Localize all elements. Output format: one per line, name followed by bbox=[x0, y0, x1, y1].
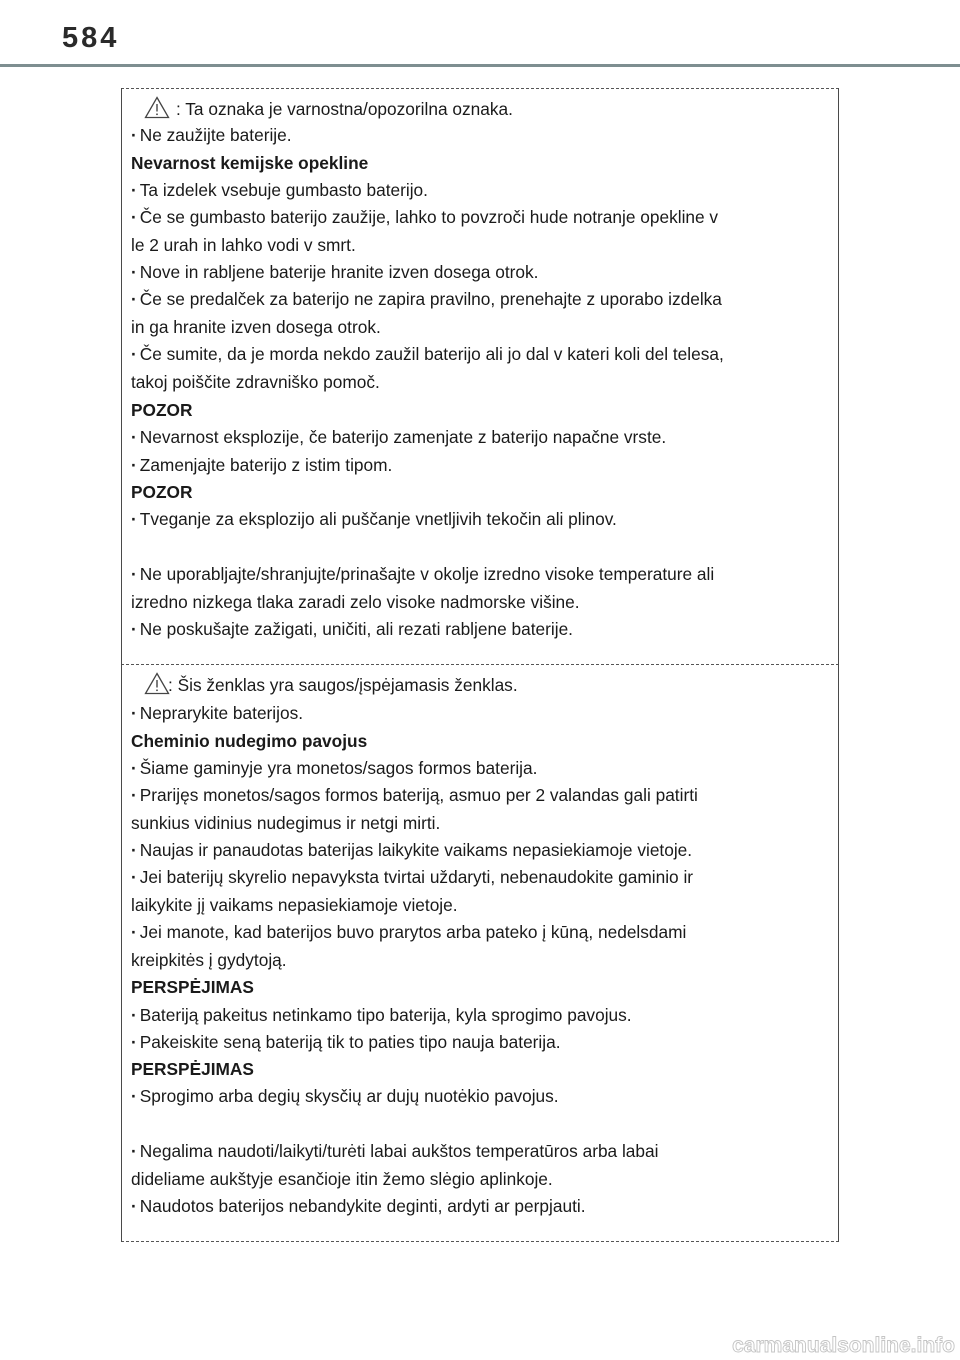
list-item: · Naudotos baterijos nebandykite deginti, ardyti ar perpjauti. bbox=[131, 1195, 586, 1217]
warning-box-lithuanian bbox=[121, 665, 839, 1242]
list-item: · Če se predalček za baterijo ne zapira pravilno, prenehajte z uporabo izdelka bbox=[131, 288, 722, 310]
warning-box-slovenian bbox=[121, 88, 839, 665]
caution-heading: PERSPĖJIMAS bbox=[131, 1059, 254, 1079]
list-item: · Naujas ir panaudotas baterijas laikykite vaikams nepasiekiamoje vietoje. bbox=[131, 839, 692, 861]
list-item-continuation: sunkius vidinius nudegimus ir netgi mirti. bbox=[131, 813, 441, 833]
list-item: · Bateriją pakeitus netinkamo tipo baterija, kyla sprogimo pavojus. bbox=[131, 1004, 632, 1026]
list-item-continuation: izredno nizkega tlaka zaradi zelo visoke nadmorske višine. bbox=[131, 592, 580, 612]
hazard-heading: Cheminio nudegimo pavojus bbox=[131, 731, 368, 751]
warning-triangle-icon bbox=[144, 96, 170, 119]
list-item: · Prarijęs monetos/sagos formos bateriją, asmuo per 2 valandas gali patirti bbox=[131, 784, 698, 806]
warning-sign-description: : Šis ženklas yra saugos/įspėjamasis ženklas. bbox=[168, 675, 518, 695]
list-item: · Če sumite, da je morda nekdo zaužil baterijo ali jo dal v kateri koli del telesa, bbox=[131, 343, 724, 365]
warning-triangle-icon bbox=[144, 672, 170, 695]
warning-sign-description: : Ta oznaka je varnostna/opozorilna oznaka. bbox=[176, 99, 513, 119]
list-item: · Ta izdelek vsebuje gumbasto baterijo. bbox=[131, 179, 428, 201]
list-item: · Ne uporabljajte/shranjujte/prinašajte v okolje izredno visoke temperature ali bbox=[131, 563, 714, 585]
list-item: · Nove in rabljene baterije hranite izven dosega otrok. bbox=[131, 261, 538, 283]
caution-heading: POZOR bbox=[131, 400, 193, 420]
list-item: · Če se gumbasto baterijo zaužije, lahko to povzroči hude notranje opekline v bbox=[131, 206, 718, 228]
list-item: · Jei manote, kad baterijos buvo prarytos arba pateko į kūną, nedelsdami bbox=[131, 921, 686, 943]
caution-heading: PERSPĖJIMAS bbox=[131, 977, 254, 997]
watermark bbox=[700, 1334, 958, 1358]
header-rule bbox=[0, 64, 960, 67]
list-item-continuation: le 2 urah in lahko vodi v smrt. bbox=[131, 235, 356, 255]
caution-heading: POZOR bbox=[131, 482, 193, 502]
list-item: · Nevarnost eksplozije, če baterijo zamenjate z baterijo napačne vrste. bbox=[131, 426, 666, 448]
list-item-continuation: laikykite jį vaikams nepasiekiamoje vietoje. bbox=[131, 895, 458, 915]
list-item-continuation: kreipkitės į gydytoją. bbox=[131, 950, 287, 970]
page-number: 584 bbox=[62, 22, 120, 54]
list-item: · Ne zaužijte baterije. bbox=[131, 124, 292, 146]
list-item-continuation: takoj poiščite zdravniško pomoč. bbox=[131, 372, 380, 392]
list-item: · Pakeiskite seną bateriją tik to paties tipo nauja baterija. bbox=[131, 1031, 561, 1053]
list-item: · Negalima naudoti/laikyti/turėti labai aukštos temperatūros arba labai bbox=[131, 1140, 658, 1162]
list-item-continuation: dideliame aukštyje esančioje itin žemo slėgio aplinkoje. bbox=[131, 1169, 553, 1189]
list-item: · Sprogimo arba degių skysčių ar dujų nuotėkio pavojus. bbox=[131, 1085, 559, 1107]
list-item: · Tveganje za eksplozijo ali puščanje vnetljivih tekočin ali plinov. bbox=[131, 508, 617, 530]
list-item: · Zamenjajte baterijo z istim tipom. bbox=[131, 454, 392, 476]
list-item: · Neprarykite baterijos. bbox=[131, 702, 303, 724]
list-item: · Ne poskušajte zažigati, uničiti, ali rezati rabljene baterije. bbox=[131, 618, 573, 640]
list-item-continuation: in ga hranite izven dosega otrok. bbox=[131, 317, 381, 337]
watermark-text: carmanualsonline.info bbox=[732, 1334, 955, 1357]
list-item: · Šiame gaminyje yra monetos/sagos formos baterija. bbox=[131, 757, 537, 779]
hazard-heading: Nevarnost kemijske opekline bbox=[131, 153, 369, 173]
list-item: · Jei baterijų skyrelio nepavyksta tvirtai uždaryti, nebenaudokite gaminio ir bbox=[131, 866, 693, 888]
